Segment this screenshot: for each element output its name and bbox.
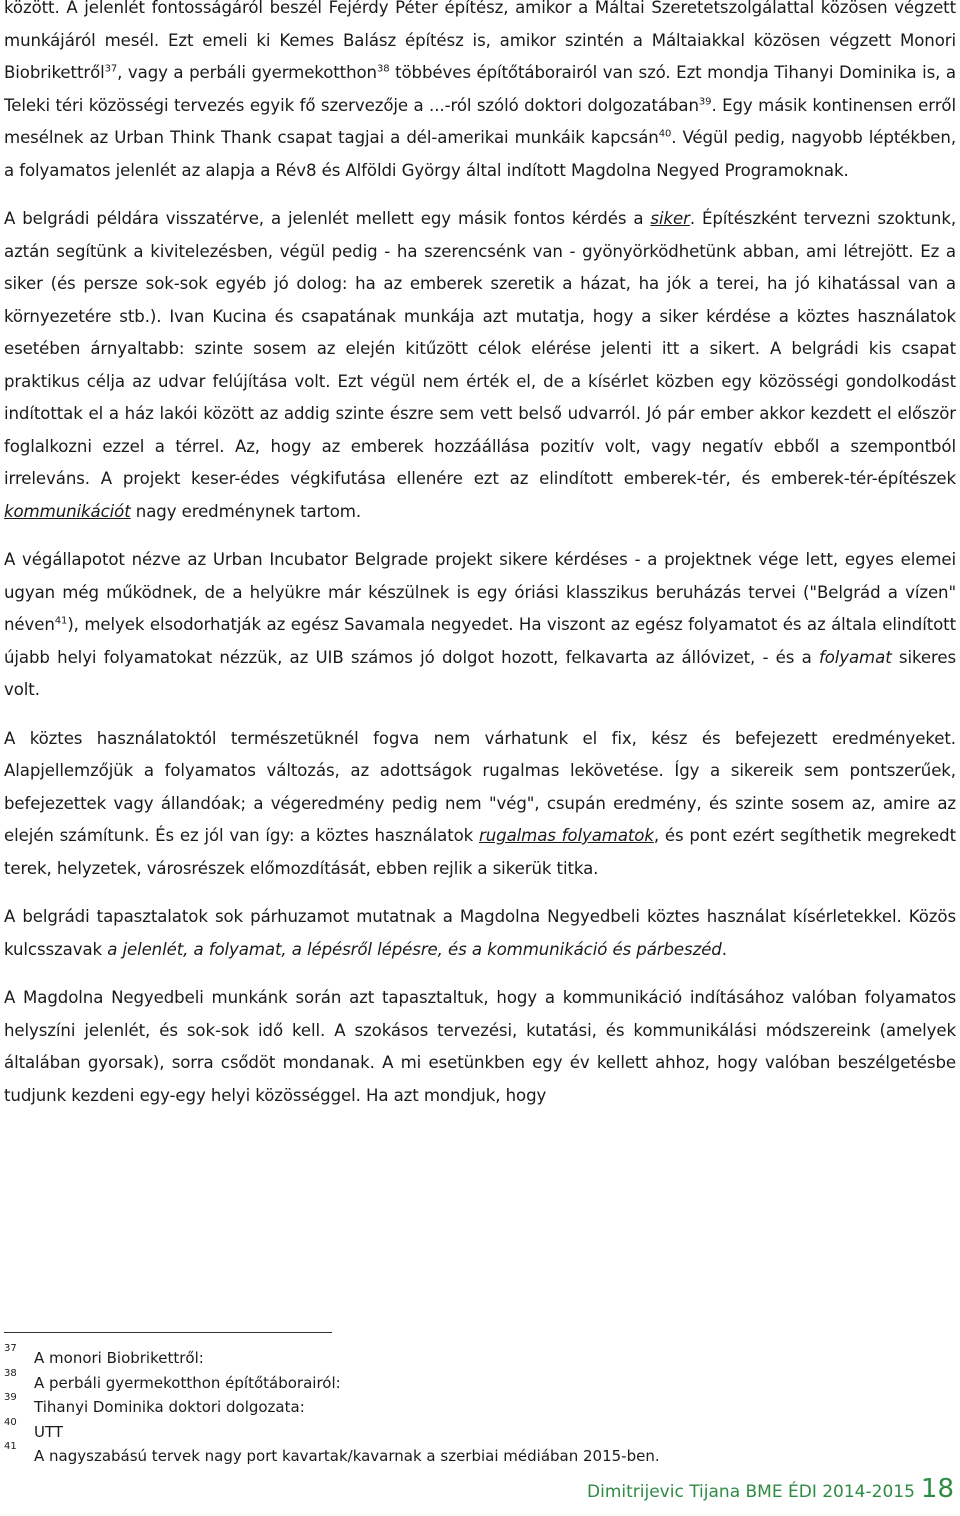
footnote <box>4 1441 904 1469</box>
footnote-ref: 41 <box>54 615 68 627</box>
text-run: többéves építőtáborairól van szó. Ezt mondja Tihanyi Dominika is, a Teleki téri közösségi tervezés egyik fő szervezője a ...-ról szóló doktori dolgozatában <box>4 63 956 115</box>
footnote-text: A monori Biobrikettről: <box>34 1349 204 1367</box>
text-run: , és pont ezért segíthetik megrekedt terek, helyzetek, városrészek előmozdítását, ebben rejlik a sikerük titka. <box>4 826 956 878</box>
paragraph <box>4 203 956 528</box>
footnote <box>4 1416 904 1445</box>
emphasis-italic: folyamat <box>818 647 892 667</box>
text-run: nagy eredménynek tartom. <box>130 501 362 521</box>
text-run: A Magdolna Negyedbeli munkánk során azt tapasztaltuk, hogy a kommunikáció indításához valóban folyamatos helyszíni jelenlét, és sok-sok idő kell. A szokásos tervezési, kutatási, és kommunikálási módszereink (amelyek általában gyorsak), sorra csődöt mondanak. A mi esetünkben egy év kellett ahhoz, hogy valóban beszélgetésbe tudjunk kezdeni egy-egy helyi közösséggel. Ha azt mondjuk, hogy <box>4 988 956 1105</box>
page-number: 18 <box>920 1474 954 1504</box>
footnote <box>4 1367 904 1396</box>
footnote <box>4 1392 904 1420</box>
text-run: . <box>721 939 727 959</box>
footnotes <box>4 1343 904 1469</box>
emphasis-underline: siker <box>650 209 690 228</box>
text-run: . Egy másik kontinensen erről mesélnek az Urban Think Thank csapat tagjai a dél-amerikai munkáik kapcsán <box>4 95 956 147</box>
footnote-ref: 39 <box>698 95 712 107</box>
text-run: . Végül pedig, nagyobb léptékben, a folyamatos jelenlét az alapja a Rév8 és Alföldi György által indított Magdolna Negyed Programoknak. <box>4 128 957 180</box>
footnote-ref: 40 <box>658 128 672 140</box>
paragraph <box>4 0 956 187</box>
footnote-ref: 38 <box>376 63 390 75</box>
footnote-number: 39 <box>4 1392 17 1403</box>
footer-author: Dimitrijevic Tijana BME ÉDI 2014-2015 <box>587 1482 915 1502</box>
text-run: A végállapotot nézve az Urban Incubator Belgrade projekt sikere kérdéses - a projektnek vége lett, egyes elemei ugyan még működnek, de a helyükre már készülnek is egy óriási klasszikus beruházás tervei ("Belgrád a vízen" néven <box>4 550 956 634</box>
text-run: A köztes használatoktól természetüknél fogva nem várhatunk el fix, kész és befejezett eredményeket. Alapjellemzőjük a folyamatos változás, az adottságok rugalmas lekövetése. Így a sikereik sem pontszerűek, befejezettek vagy állandóak; a végeredmény pedig nem "vég", csupán eredmény, és szinte sosem az, amire az elején számítunk. És ez jól van így: a köztes használatok <box>4 728 956 845</box>
page-footer <box>587 1474 954 1504</box>
emphasis-italic: a jelenlét, a folyamat, a lépésről lépésre, és a kommunikáció és párbeszéd <box>107 939 722 959</box>
paragraph <box>4 982 956 1112</box>
footnote-text: A nagyszabású tervek nagy port kavartak/kavarnak a szerbiai médiában 2015-ben. <box>34 1447 660 1465</box>
emphasis-underline: rugalmas folyamatok <box>479 826 654 845</box>
footnote-number: 40 <box>4 1416 17 1428</box>
text-run: között. A jelenlét fontosságáról beszél Fejérdy Péter építész, amikor a Máltai Szeretetszolgálattal közösen végzett munkájáról mesél. Ezt emeli ki Kemes Balász építész is, amikor szintén a Máltaiakkal közösen végzett Monori Biobrikettről <box>4 0 956 82</box>
footnote <box>4 1343 904 1371</box>
footnote-number: 38 <box>4 1367 17 1379</box>
paragraph <box>4 544 956 707</box>
text-run: sikeres volt. <box>4 647 957 699</box>
footnote-separator <box>4 1332 332 1333</box>
body-text <box>4 0 956 1128</box>
footnote-text: A perbáli gyermekotthon építőtáborairól: <box>34 1373 341 1392</box>
text-run: ), melyek elsodorhatják az egész Savamala negyedet. Ha viszont az egész folyamatot és az általa elindított újabb helyi folyamatokat nézzük, az UIB számos jó dolgot hozott, felkavarta az állóvizet, - és a <box>4 615 956 667</box>
paragraph <box>4 901 956 966</box>
footnote-text: Tihanyi Dominika doktori dolgozata: <box>34 1398 305 1416</box>
emphasis-underline: kommunikációt <box>4 501 131 521</box>
footnote-text: UTT <box>34 1422 64 1441</box>
text-run: A belgrádi példára visszatérve, a jelenlét mellett egy másik fontos kérdés a <box>4 209 651 228</box>
footnote-number: 37 <box>4 1343 17 1354</box>
text-run: , vagy a perbáli gyermekotthon <box>117 63 377 82</box>
text-run: . Építészként tervezni szoktunk, aztán segítünk a kivitelezésben, végül pedig - ha szerencsénk van - gyönyörködhetünk abban, ami létrejött. Ez a siker (és persze sok-sok egyéb jó dolog: ha az emberek szeretik a házat, ha jók a terei, ha jó kihatással van a környezetére stb.). Ivan Kucina és csapatának munkája azt mutatja, hogy a siker kérdése a köztes használatok esetében árnyaltabb: szinte sosem az elején kitűzött célok elérése jelenti itt a sikert. A belgrádi kis csapat praktikus célja az udvar felújítása volt. Ezt végül nem érték el, de a kísérlet közben egy közösségi gondolkodást indítottak el a ház lakói között az addig szinte észre sem vett belső udvarról. Jó pár ember akkor kezdett el először foglalkozni ezzel a térrel. Az, hogy az emberek hozzáállása pozitív volt, vagy negatív ebből a szempontból irreleváns. A projekt keser-édes végkifutása ellenére ezt az elindított emberek-tér, és emberek-tér-építészek <box>4 209 957 488</box>
paragraph <box>4 723 956 886</box>
footnote-number: 41 <box>4 1441 17 1452</box>
footnote-ref: 37 <box>104 63 118 75</box>
text-run: A belgrádi tapasztalatok sok párhuzamot mutatnak a Magdolna Negyedbeli köztes használat kísérletekkel. Közös kulcsszavak <box>4 907 956 959</box>
